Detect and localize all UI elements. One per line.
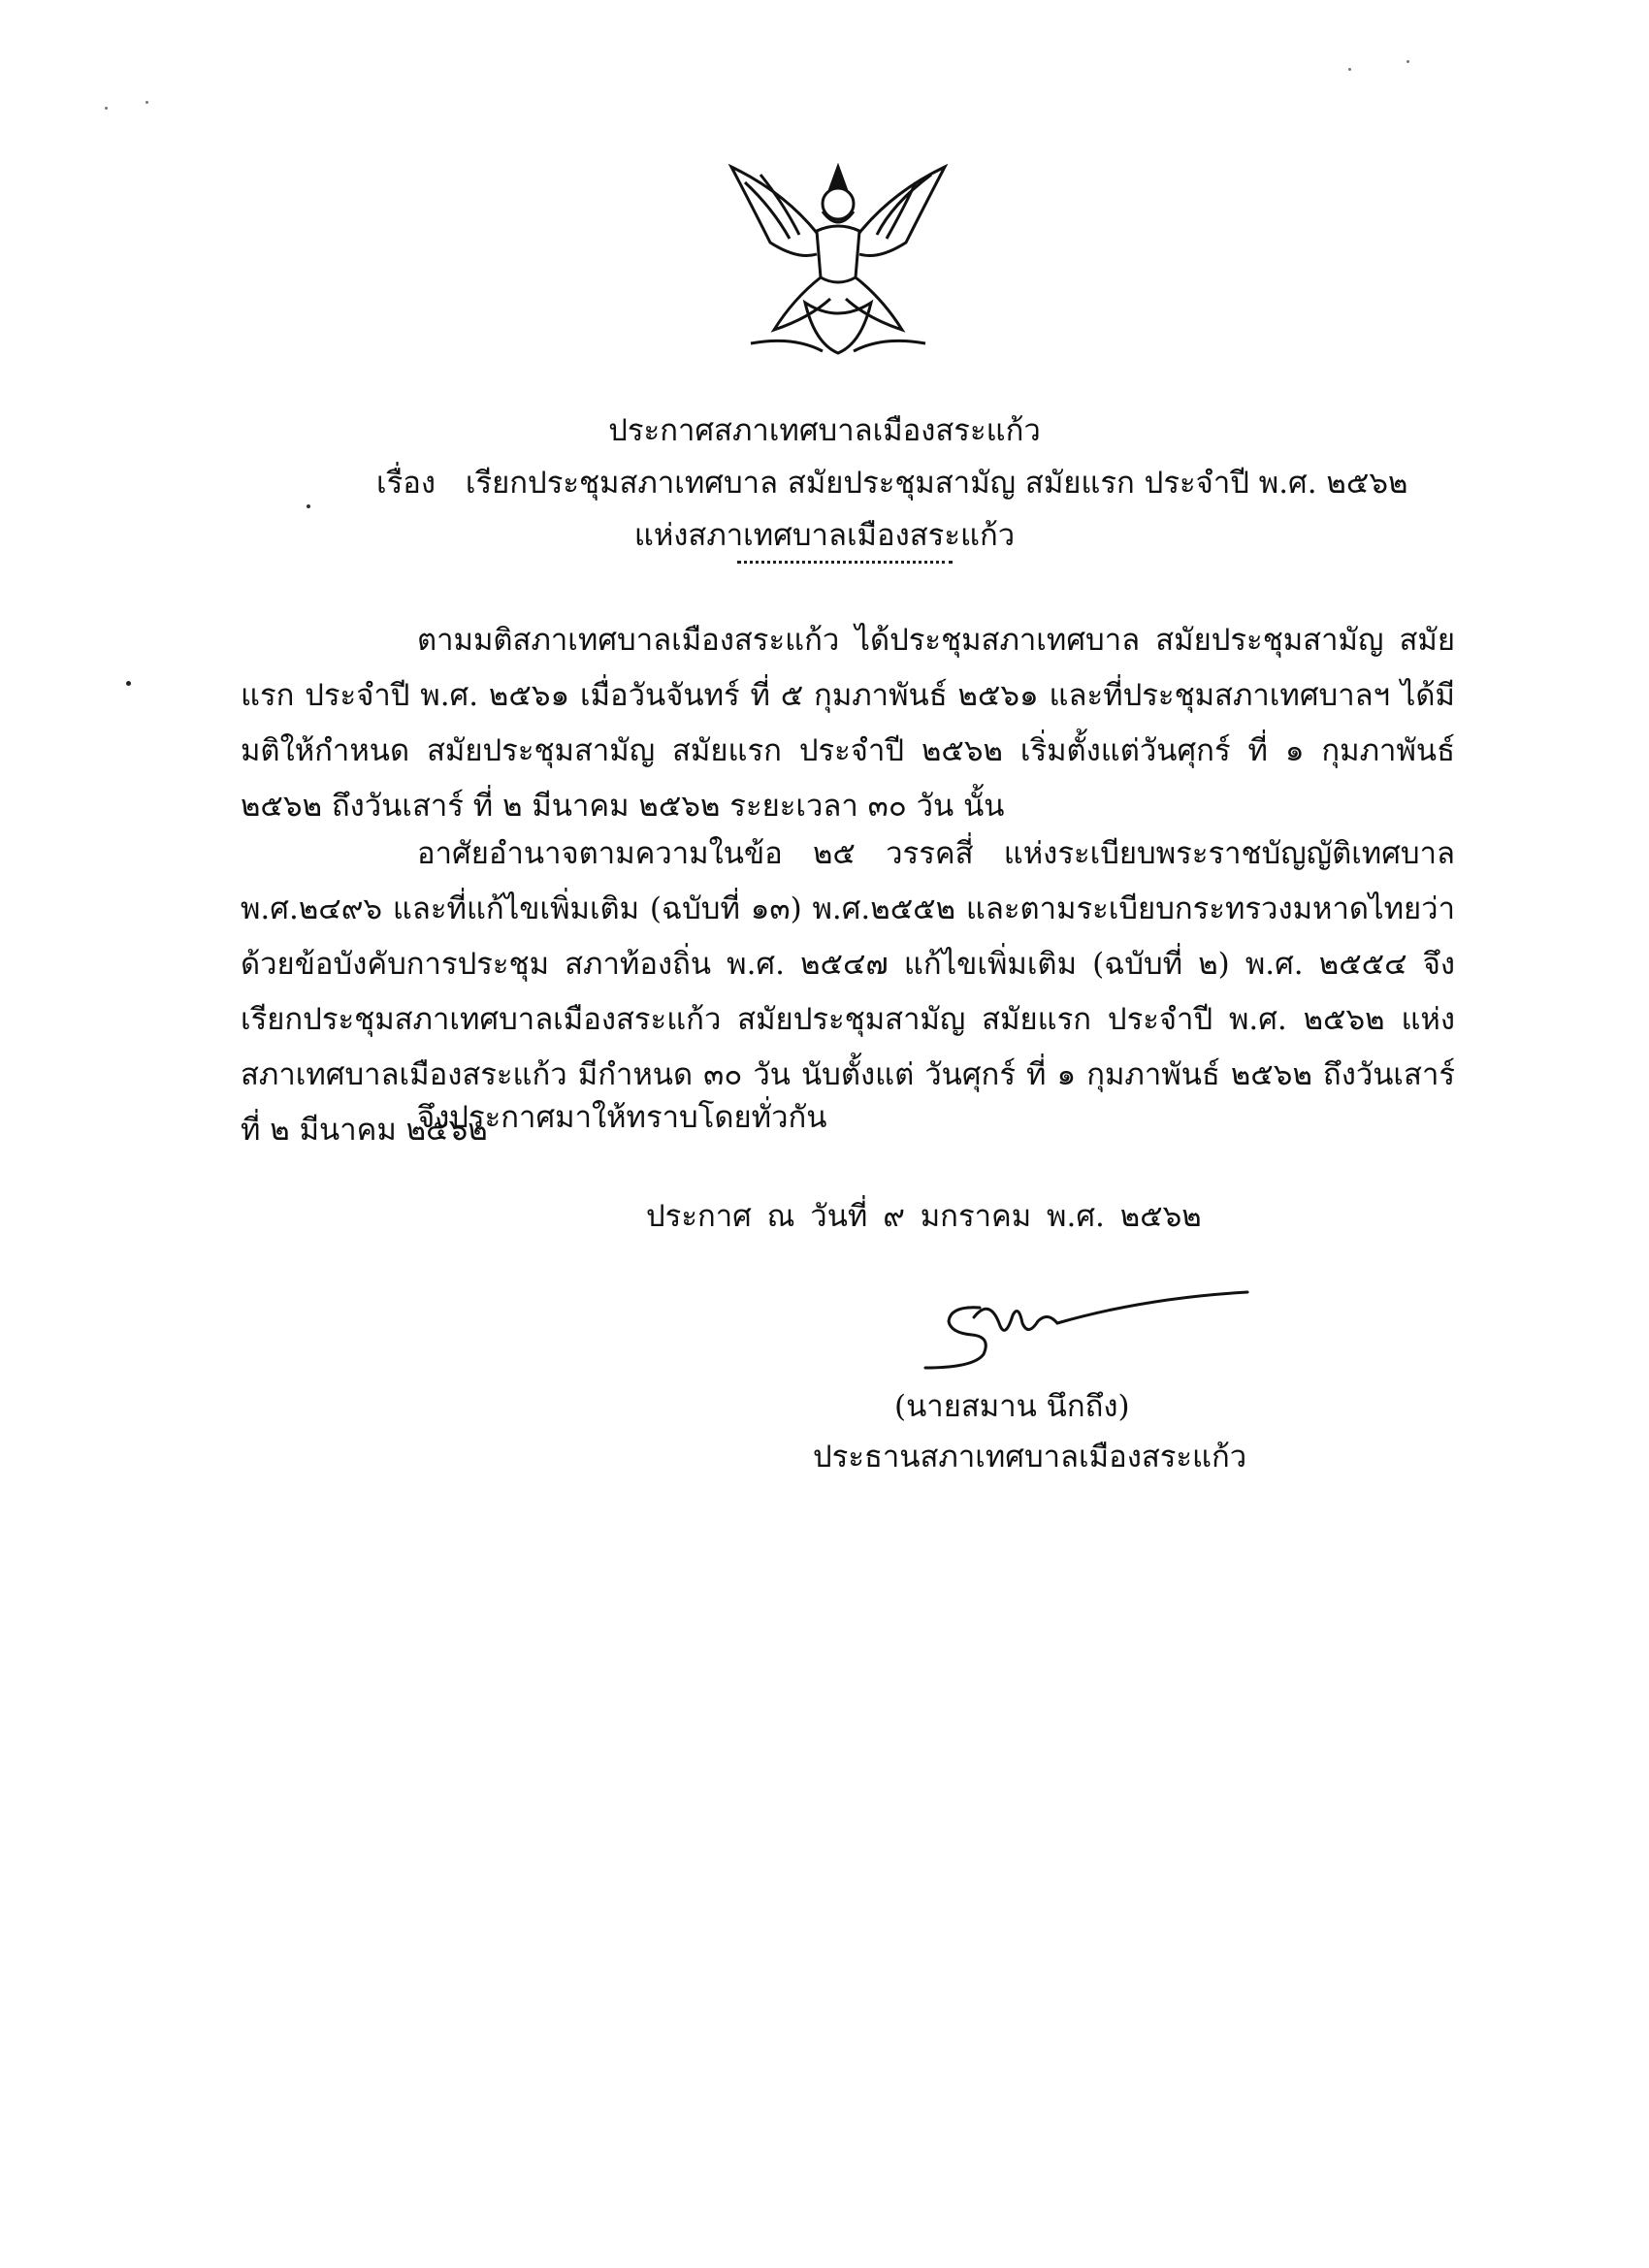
paragraph-1-text: ตามมติสภาเทศบาลเมืองสระแก้ว ได้ประชุมสภาเทศบาล สมัยประชุมสามัญ สมัยแรก ประจำปี พ.ศ. ๒๕๖๑ เมื่อวันจันทร์ ที่ ๕ กุมภาพันธ์ ๒๕๖๑ และที่ประชุมสภาเทศบาลฯ ได้มีมติให้กำหนด สมัยประชุมสามัญ สมัยแรก ประจำปี ๒๕๖๒ เริ่มตั้งแต่วันศุกร์ ที่ ๑ กุมภาพันธ์ ๒๕๖๒ ถึงวันเสาร์ ที่ ๒ มีนาคม ๒๕๖๒ ระยะเวลา ๓๐ วัน นั้น <box>241 623 1455 824</box>
subject-line <box>376 458 1407 506</box>
date-line: ประกาศ ณ วันที่ ๙ มกราคม พ.ศ. ๒๕๖๒ <box>646 1199 1202 1234</box>
body-paragraph-1 <box>241 613 1455 834</box>
scan-speck <box>307 504 310 508</box>
scan-speck <box>1348 68 1351 71</box>
dotted-divider <box>737 561 953 564</box>
scan-speck <box>1406 60 1409 63</box>
paragraph-2-text: อาศัยอำนาจตามความในข้อ ๒๕ วรรคสี่ แห่งระเบียบพระราชบัญญัติเทศบาล พ.ศ.๒๔๙๖ และที่แก้ไขเพิ่มเติม (ฉบับที่ ๑๓) พ.ศ.๒๕๕๒ และตามระเบียบกระทรวงมหาดไทยว่าด้วยข้อบังคับการประชุม สภาท้องถิ่น พ.ศ. ๒๕๔๗ แก้ไขเพิ่มเติม (ฉบับที่ ๒) พ.ศ. ๒๕๕๔ จึงเรียกประชุมสภาเทศบาลเมืองสระแก้ว สมัยประชุมสามัญ สมัยแรก ประจำปี พ.ศ. ๒๕๖๒ แห่งสภาเทศบาลเมืองสระแก้ว มีกำหนด ๓๐ วัน นับตั้งแต่ วันศุกร์ ที่ ๑ กุมภาพันธ์ ๒๕๖๒ ถึงวันเสาร์ ที่ ๒ มีนาคม ๒๕๖๒ <box>241 836 1455 1148</box>
closing-line: จึงประกาศมาให้ทราบโดยทั่วกัน <box>417 1100 827 1135</box>
garuda-emblem-icon <box>716 153 960 369</box>
scan-speck <box>146 101 148 104</box>
signer-name: (นายสมาน นึกถึง) <box>894 1389 1130 1424</box>
subject-line-2: แห่งสภาเทศบาลเมืองสระแก้ว <box>633 518 1016 553</box>
subject-label: เรื่อง <box>376 466 436 501</box>
scan-speck <box>105 107 108 110</box>
announcement-title: ประกาศสภาเทศบาลเมืองสระแก้ว <box>608 413 1041 448</box>
handwritten-signature <box>912 1279 1251 1385</box>
scan-speck <box>126 681 131 686</box>
signer-title: ประธานสภาเทศบาลเมืองสระแก้ว <box>813 1440 1247 1474</box>
subject-text: เรียกประชุมสภาเทศบาล สมัยประชุมสามัญ สมัยแรก ประจำปี พ.ศ. ๒๕๖๒ <box>465 466 1408 501</box>
